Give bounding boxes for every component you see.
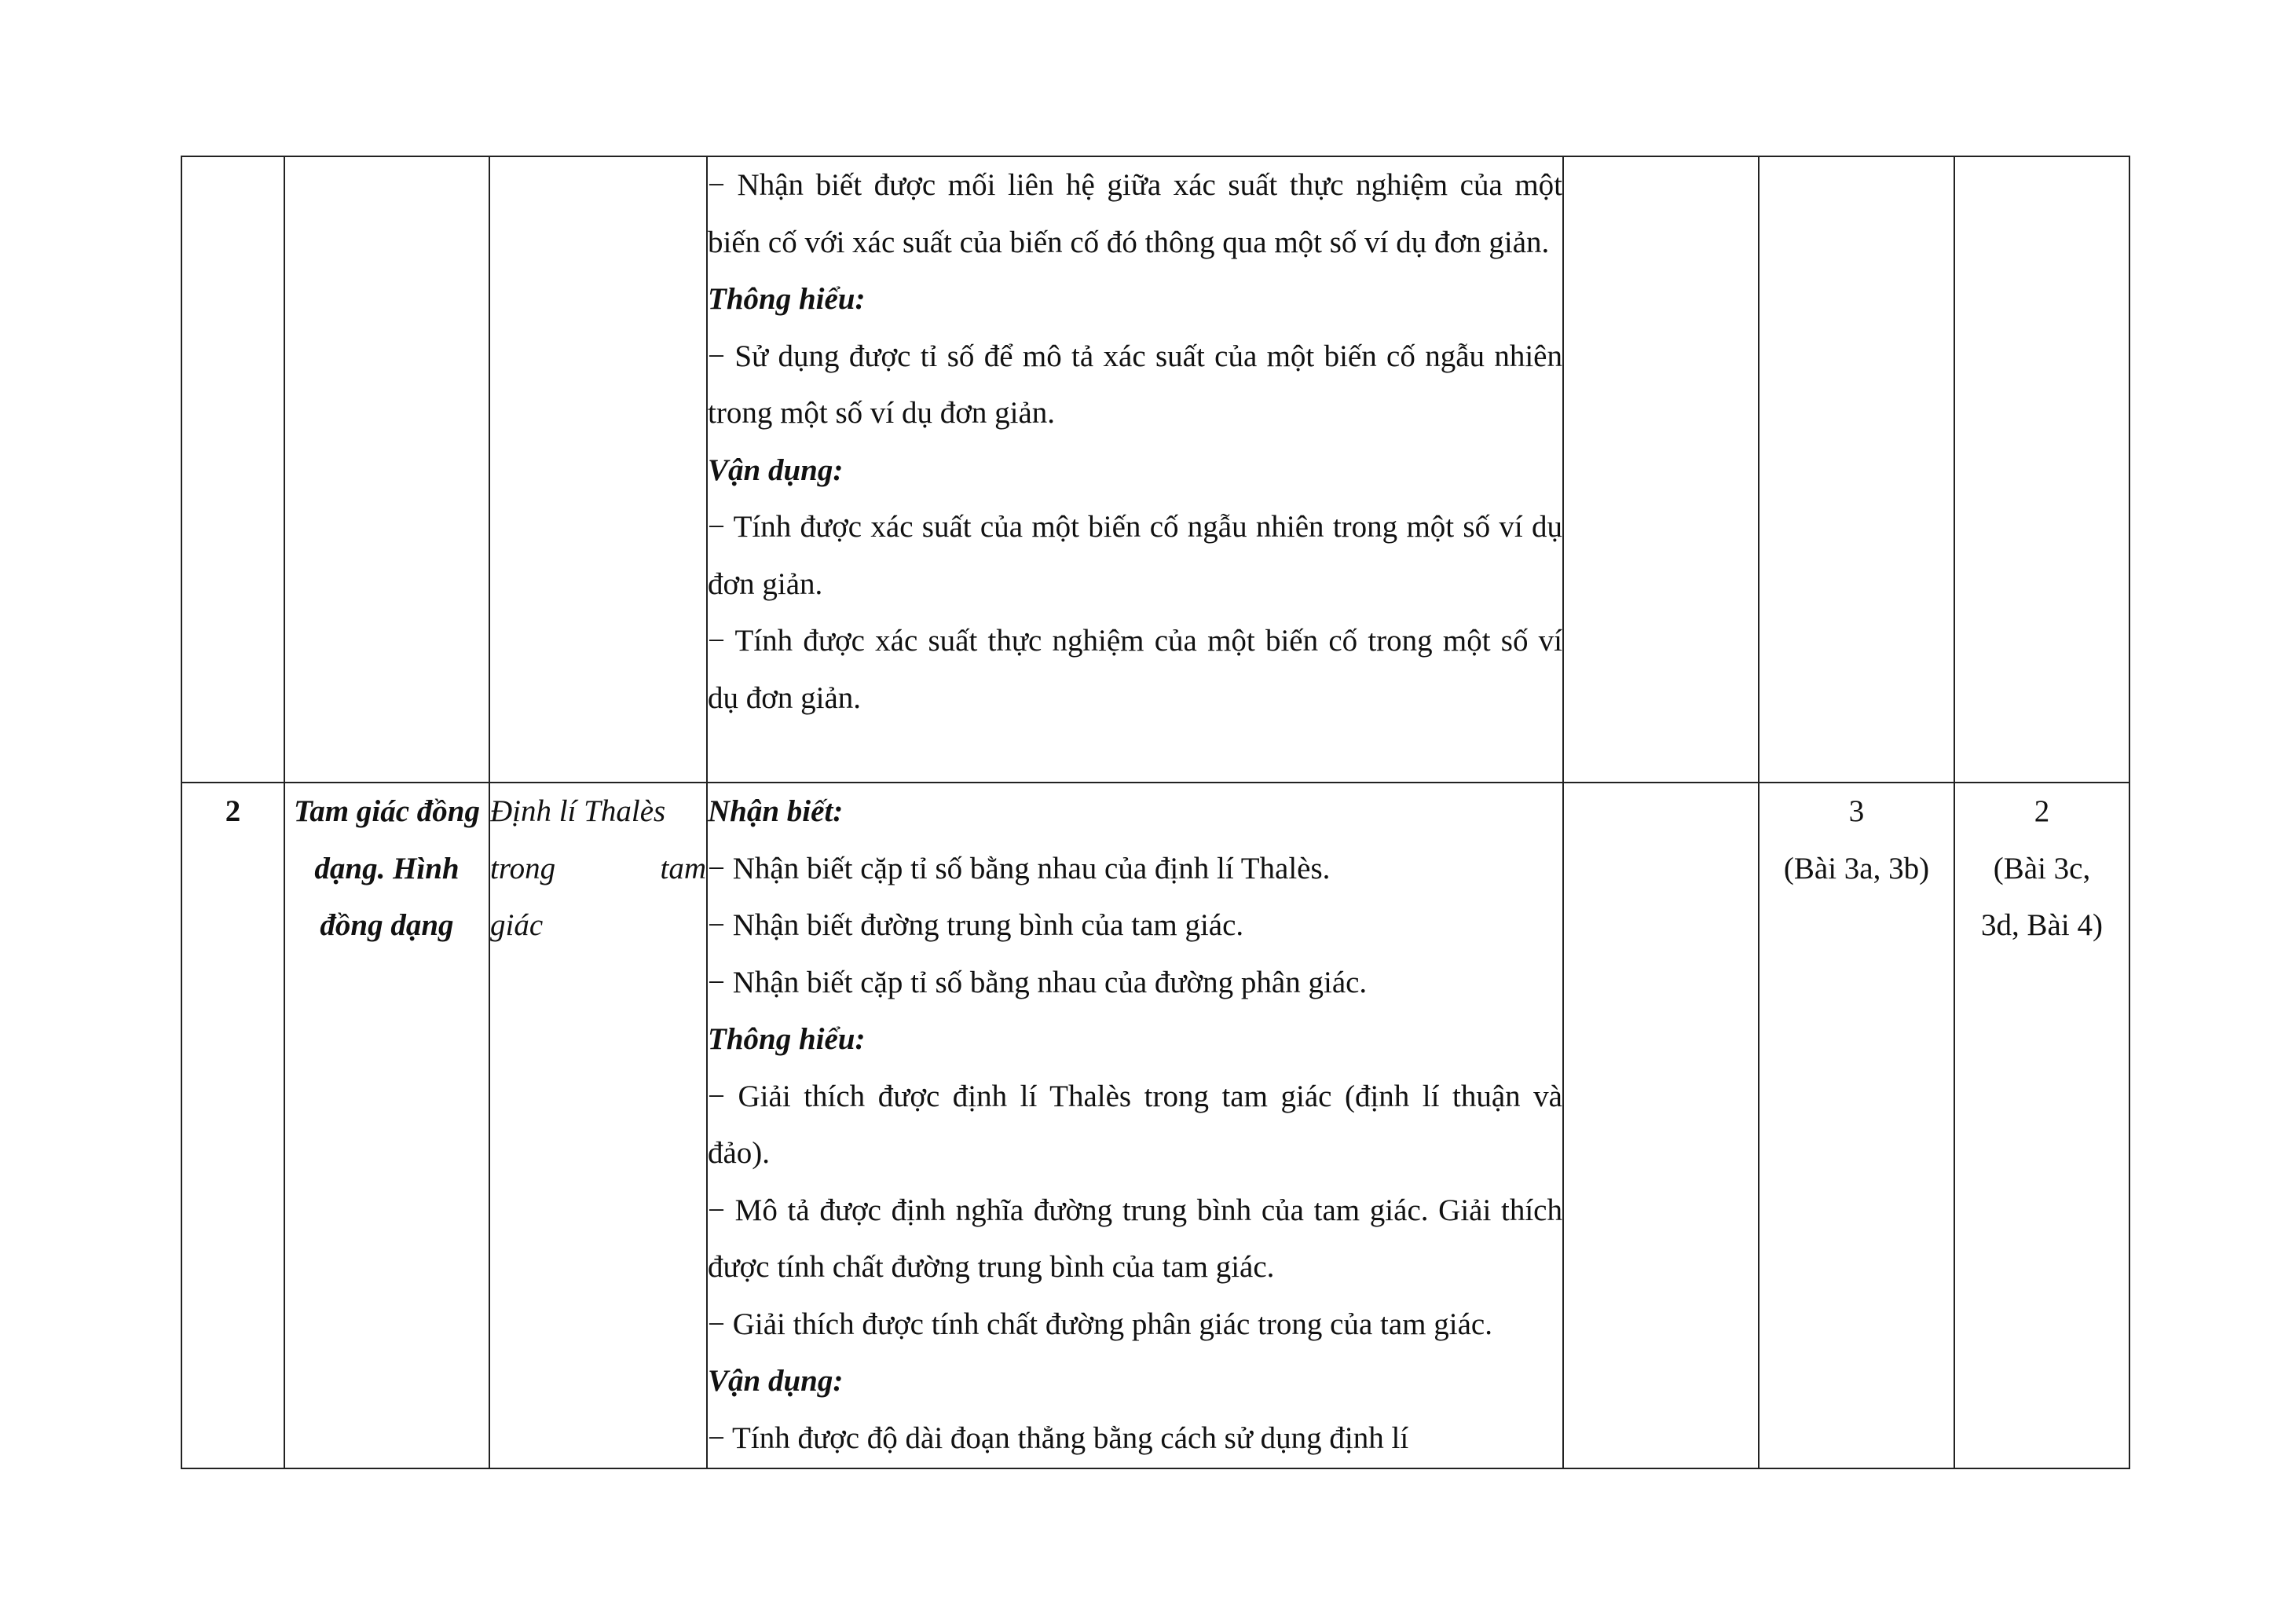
topic-cell — [284, 156, 489, 783]
requirement-text: − Giải thích được định lí Thalès trong tam giác (định lí thuận và đảo). — [708, 1079, 1562, 1170]
question-items: (Bài 3a, 3b) — [1783, 851, 1930, 885]
level-heading: Thông hiểu: — [708, 1022, 866, 1056]
requirement-text: − Tính được xác suất thực nghiệm của một biến cố trong một số ví dụ đơn giản. — [708, 624, 1562, 715]
requirement-text: − Nhận biết đường trung bình của tam giác. — [708, 908, 1244, 942]
col7-cell — [1954, 156, 2129, 783]
unit-cell — [489, 156, 707, 783]
question-count: 2 — [2034, 794, 2050, 828]
requirement-text: − Nhận biết được mối liên hệ giữa xác suất thực nghiệm của một biến cố với xác suất của biến cố đó thông qua một số ví dụ đơn giản. — [708, 168, 1562, 259]
level-heading: Thông hiểu: — [708, 282, 866, 316]
question-items: 3d, Bài 4) — [1981, 908, 2103, 942]
col6-cell — [1759, 156, 1954, 783]
col5-cell — [1563, 156, 1759, 783]
specification-table — [181, 156, 2130, 1469]
topic-cell — [284, 783, 489, 1468]
unit-title-line: trong tam — [490, 851, 706, 885]
unit-cell — [489, 783, 707, 1468]
table-row — [181, 783, 2129, 1468]
requirement-text: − Tính được xác suất của một biến cố ngẫu nhiên trong một số ví dụ đơn giản. — [708, 510, 1562, 601]
unit-title-line: giác — [490, 908, 544, 942]
stt-cell — [181, 783, 284, 1468]
row-number: 2 — [225, 794, 241, 828]
col6-cell — [1759, 783, 1954, 1468]
table-row — [181, 156, 2129, 783]
col7-cell — [1954, 783, 2129, 1468]
requirement-text: − Tính được độ dài đoạn thẳng bằng cách sử dụng định lí — [708, 1421, 1409, 1455]
unit-title-line: Định lí Thalès — [490, 794, 666, 828]
requirement-text: − Nhận biết cặp tỉ số bằng nhau của định lí Thalès. — [708, 851, 1331, 885]
requirements-cell — [707, 156, 1563, 783]
topic-title: Tam giác đồng dạng. Hình đồng dạng — [294, 794, 480, 942]
requirement-text: − Giải thích được tính chất đường phân giác trong của tam giác. — [708, 1307, 1492, 1341]
level-heading: Vận dụng: — [708, 453, 844, 487]
question-items: (Bài 3c, — [1993, 851, 2091, 885]
requirement-text: − Sử dụng được tỉ số để mô tả xác suất của một biến cố ngẫu nhiên trong một số ví dụ đơn giản. — [708, 339, 1562, 430]
requirements-cell — [707, 783, 1563, 1468]
question-count: 3 — [1848, 794, 1865, 828]
level-heading: Nhận biết: — [708, 794, 844, 828]
level-heading: Vận dụng: — [708, 1364, 844, 1398]
requirement-text: − Mô tả được định nghĩa đường trung bình của tam giác. Giải thích được tính chất đường trung bình của tam giác. — [708, 1193, 1562, 1284]
col5-cell — [1563, 783, 1759, 1468]
stt-cell — [181, 156, 284, 783]
requirement-text: − Nhận biết cặp tỉ số bằng nhau của đường phân giác. — [708, 965, 1368, 999]
